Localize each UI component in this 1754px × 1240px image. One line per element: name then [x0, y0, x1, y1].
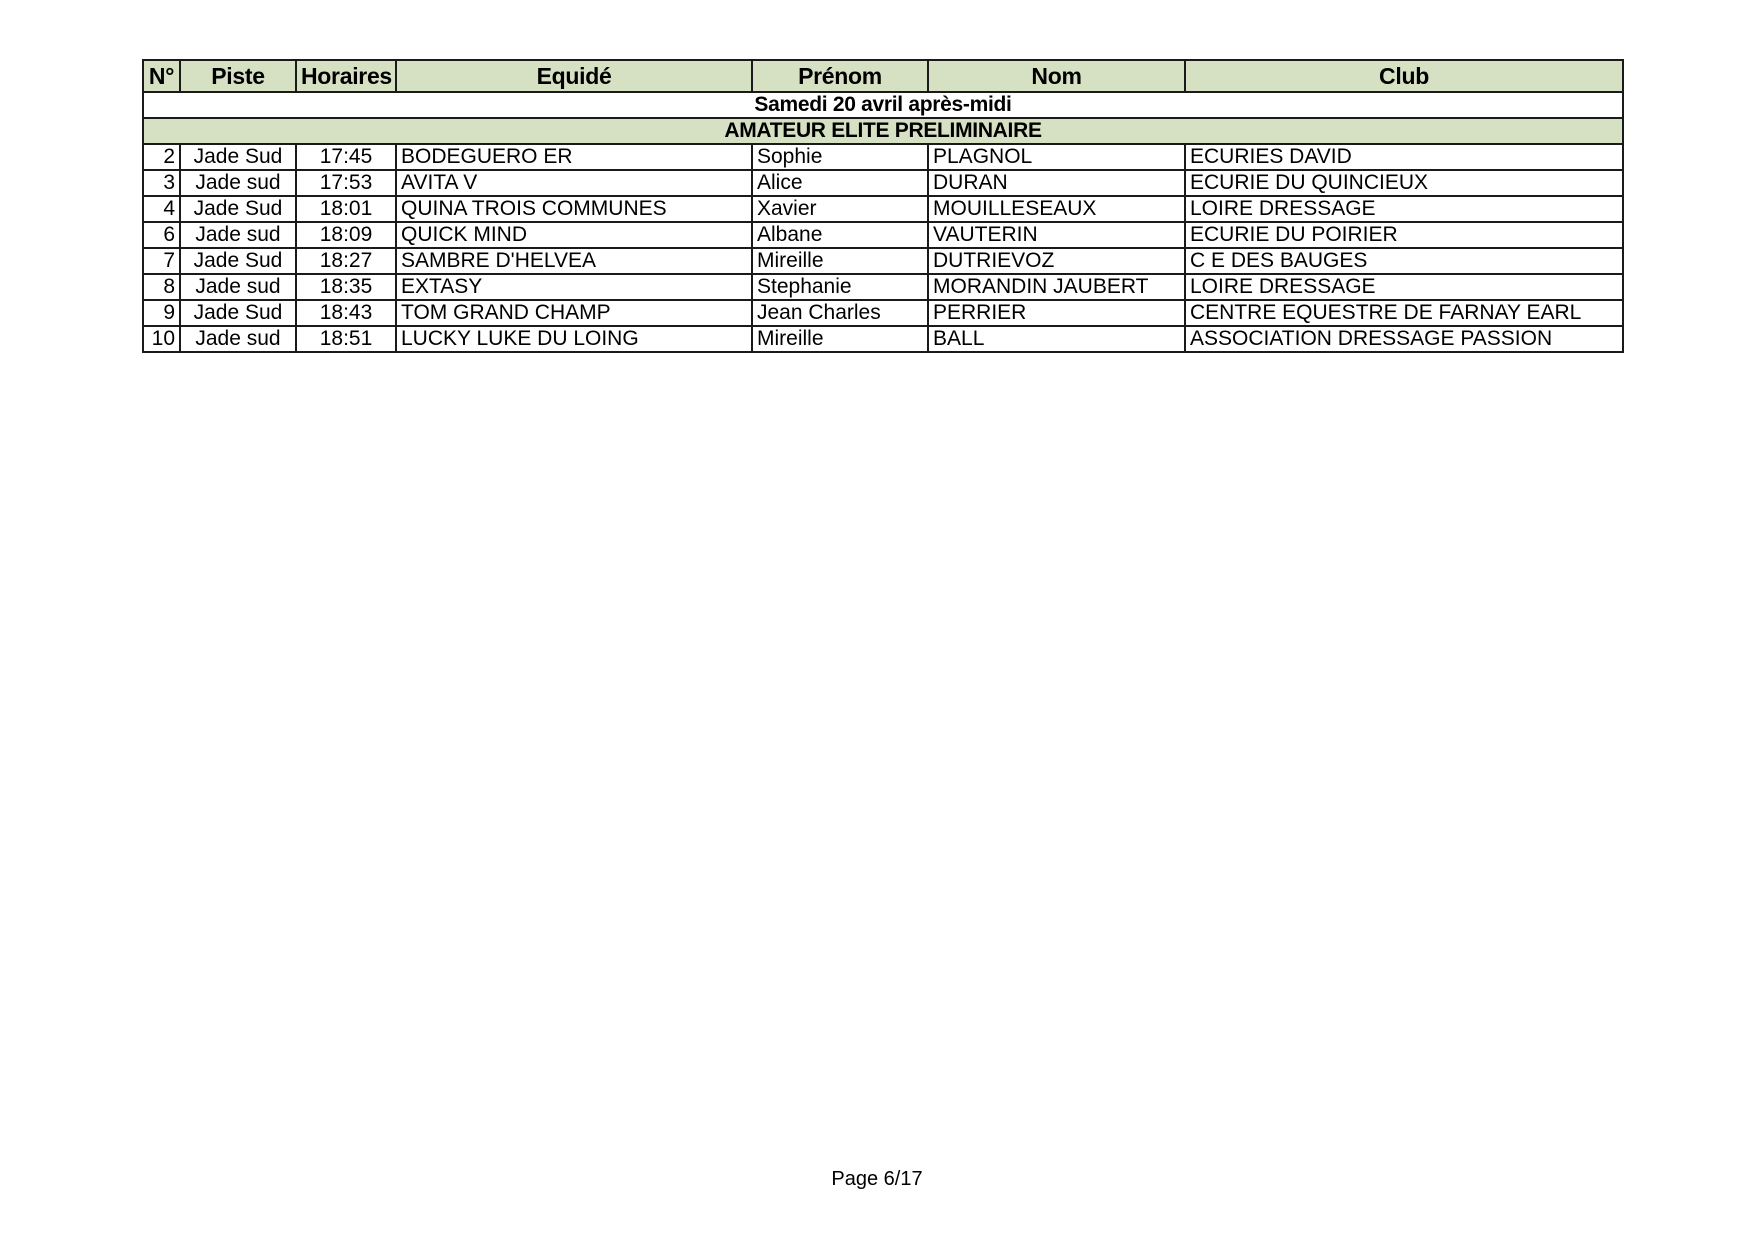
- schedule-table: [142, 59, 1624, 353]
- col-header-prenom: Prénom: [752, 60, 928, 92]
- cell-num: 10: [143, 326, 180, 352]
- cell-horaire: 18:51: [296, 326, 396, 352]
- cell-prenom: Mireille: [752, 248, 928, 274]
- cell-horaire: 17:53: [296, 170, 396, 196]
- cell-horaire: 18:43: [296, 300, 396, 326]
- table-row: [143, 222, 1623, 248]
- cell-num: 6: [143, 222, 180, 248]
- cell-piste: Jade sud: [180, 274, 296, 300]
- col-header-horaires: Horaires: [296, 60, 396, 92]
- cell-equide: BODEGUERO ER: [396, 144, 752, 170]
- page-number: Page 6/17: [831, 1168, 923, 1190]
- cell-prenom: Alice: [752, 170, 928, 196]
- cell-horaire: 17:45: [296, 144, 396, 170]
- cell-prenom: Sophie: [752, 144, 928, 170]
- cell-horaire: 18:09: [296, 222, 396, 248]
- col-header-equide: Equidé: [396, 60, 752, 92]
- cell-equide: EXTASY: [396, 274, 752, 300]
- cell-num: 3: [143, 170, 180, 196]
- cell-piste: Jade sud: [180, 170, 296, 196]
- table-row: [143, 326, 1623, 352]
- cell-piste: Jade Sud: [180, 248, 296, 274]
- cell-num: 2: [143, 144, 180, 170]
- cell-piste: Jade sud: [180, 222, 296, 248]
- cell-num: 7: [143, 248, 180, 274]
- table-row: [143, 170, 1623, 196]
- cell-club: ASSOCIATION DRESSAGE PASSION: [1185, 326, 1623, 352]
- table-row: [143, 274, 1623, 300]
- session-date: Samedi 20 avril après-midi: [143, 92, 1623, 118]
- cell-nom: MOUILLESEAUX: [928, 196, 1185, 222]
- cell-prenom: Xavier: [752, 196, 928, 222]
- cell-num: 8: [143, 274, 180, 300]
- cell-club: CENTRE EQUESTRE DE FARNAY EARL: [1185, 300, 1623, 326]
- cell-prenom: Mireille: [752, 326, 928, 352]
- col-header-club: Club: [1185, 60, 1623, 92]
- header-row: [143, 60, 1623, 92]
- cell-num: 9: [143, 300, 180, 326]
- col-header-num: N°: [143, 60, 180, 92]
- cell-equide: TOM GRAND CHAMP: [396, 300, 752, 326]
- cell-equide: QUICK MIND: [396, 222, 752, 248]
- cell-equide: LUCKY LUKE DU LOING: [396, 326, 752, 352]
- cell-prenom: Albane: [752, 222, 928, 248]
- cell-piste: Jade sud: [180, 326, 296, 352]
- cell-club: C E DES BAUGES: [1185, 248, 1623, 274]
- cell-horaire: 18:27: [296, 248, 396, 274]
- cell-nom: MORANDIN JAUBERT: [928, 274, 1185, 300]
- cell-horaire: 18:35: [296, 274, 396, 300]
- cell-club: LOIRE DRESSAGE: [1185, 196, 1623, 222]
- col-header-nom: Nom: [928, 60, 1185, 92]
- cell-club: LOIRE DRESSAGE: [1185, 274, 1623, 300]
- cell-nom: PLAGNOL: [928, 144, 1185, 170]
- cell-piste: Jade Sud: [180, 144, 296, 170]
- col-header-piste: Piste: [180, 60, 296, 92]
- cell-piste: Jade Sud: [180, 196, 296, 222]
- cell-nom: BALL: [928, 326, 1185, 352]
- table-row: [143, 144, 1623, 170]
- cell-equide: SAMBRE D'HELVEA: [396, 248, 752, 274]
- table-row: [143, 248, 1623, 274]
- cell-nom: DURAN: [928, 170, 1185, 196]
- cell-club: ECURIE DU QUINCIEUX: [1185, 170, 1623, 196]
- category-row: [143, 118, 1623, 144]
- cell-piste: Jade Sud: [180, 300, 296, 326]
- cell-club: ECURIE DU POIRIER: [1185, 222, 1623, 248]
- cell-nom: DUTRIEVOZ: [928, 248, 1185, 274]
- date-row: [143, 92, 1623, 118]
- cell-horaire: 18:01: [296, 196, 396, 222]
- cell-equide: QUINA TROIS COMMUNES: [396, 196, 752, 222]
- cell-nom: VAUTERIN: [928, 222, 1185, 248]
- cell-prenom: Jean Charles: [752, 300, 928, 326]
- cell-nom: PERRIER: [928, 300, 1185, 326]
- cell-equide: AVITA V: [396, 170, 752, 196]
- cell-num: 4: [143, 196, 180, 222]
- cell-prenom: Stephanie: [752, 274, 928, 300]
- category-title: AMATEUR ELITE PRELIMINAIRE: [143, 118, 1623, 144]
- table-row: [143, 300, 1623, 326]
- cell-club: ECURIES DAVID: [1185, 144, 1623, 170]
- table-row: [143, 196, 1623, 222]
